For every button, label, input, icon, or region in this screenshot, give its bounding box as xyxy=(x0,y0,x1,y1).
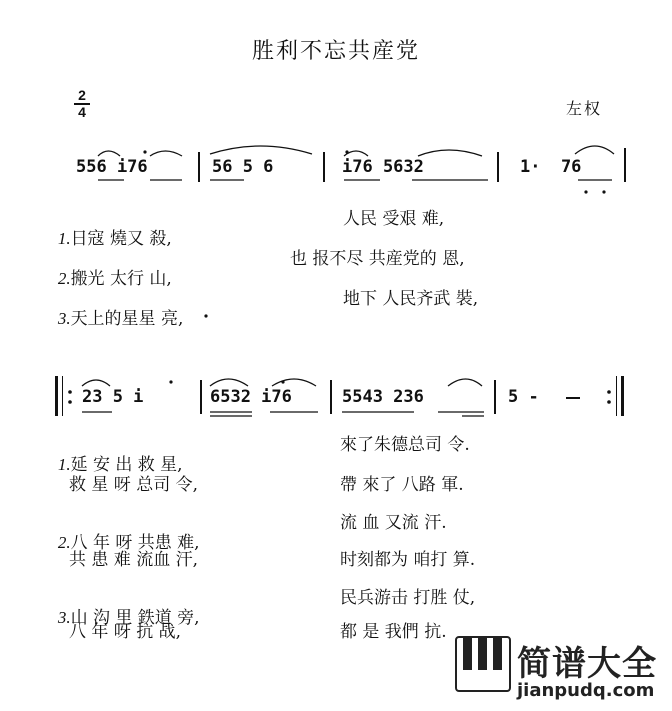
slur xyxy=(82,380,110,386)
slur xyxy=(210,379,248,386)
measure-1: 556 i76 xyxy=(76,157,148,177)
octave-dot xyxy=(281,380,284,383)
slur xyxy=(210,146,312,154)
song-title: 胜利不忘共産党 xyxy=(251,39,420,64)
time-signature-denominator: 4 xyxy=(78,104,86,120)
lyric-segment: 民兵游击 打胜 仗, xyxy=(340,588,476,608)
lyric-segment: 日寇 燒又 殺, xyxy=(70,229,172,249)
lyric-segment: 天上的星星 亮, xyxy=(70,309,184,329)
lyric-line-2: 救 星 呀 总司 令, xyxy=(69,475,199,495)
lyric-segment: 也 报不尽 共産党的 恩, xyxy=(290,249,465,269)
lyric-segment: 流 血 又流 汗. xyxy=(340,513,447,533)
measure-4: 1· 76 xyxy=(520,157,582,177)
repeat-dot xyxy=(68,390,72,394)
lyric-segment: 延 安 出 救 星, xyxy=(70,455,183,475)
octave-dot xyxy=(584,190,587,193)
piano-key xyxy=(493,638,502,670)
lyric-segment: 來了朱德总司 令. xyxy=(340,435,470,455)
slur xyxy=(448,379,482,386)
sustain-dash xyxy=(566,397,580,399)
octave-dot xyxy=(602,190,605,193)
verse-number: 3. xyxy=(57,608,71,627)
piano-key xyxy=(478,638,487,670)
lyric-segment: 人民 受艰 难, xyxy=(343,209,445,229)
piano-icon xyxy=(455,636,511,692)
lyric-segment: 地下 人民齐武 裝, xyxy=(343,289,479,309)
measure-3: i76 5632 xyxy=(342,157,424,177)
verse-number: 3. xyxy=(57,309,71,328)
lyric-line-6: 八 年 呀 抗 战, xyxy=(69,622,182,642)
slur xyxy=(575,146,614,154)
lyric-segment: 山 沟 里 鉄道 旁, xyxy=(70,608,200,628)
verse-number: 1. xyxy=(57,455,71,474)
watermark-brand: 简谱大全 xyxy=(517,644,657,684)
lyric-segment: 时刻都为 咱打 算. xyxy=(340,550,476,570)
measure-7: 5543 236 xyxy=(342,387,424,407)
repeat-dot xyxy=(607,390,611,394)
lyric-segment: 帶 來了 八路 軍. xyxy=(340,475,464,495)
measure-6: 6532 i76 xyxy=(210,387,292,407)
octave-dot xyxy=(143,150,146,153)
lyric-segment: 都 是 我們 抗. xyxy=(340,622,447,642)
time-signature-numerator: 2 xyxy=(74,88,90,105)
repeat-dot xyxy=(607,400,611,404)
verse-number: 2. xyxy=(57,533,71,552)
watermark-url: jianpudq.com xyxy=(517,680,655,701)
measure-8: 5 - xyxy=(508,387,539,407)
slur xyxy=(98,151,120,156)
octave-dot xyxy=(345,150,348,153)
slur xyxy=(272,379,316,386)
piano-key xyxy=(463,638,472,670)
verse-number: 2. xyxy=(57,269,71,288)
measure-5: 23 5 i xyxy=(82,387,144,407)
lyric-line-4: 共 患 难 流血 汗, xyxy=(69,550,199,570)
slur xyxy=(418,150,482,156)
verse-number: 1. xyxy=(57,229,71,248)
watermark-logo xyxy=(455,636,665,708)
composer: 左权 xyxy=(566,99,603,118)
repeat-dot xyxy=(68,400,72,404)
stray-dot xyxy=(204,314,207,317)
slur xyxy=(150,151,182,156)
lyric-segment: 搬光 太行 山, xyxy=(70,269,172,289)
lyric-segment: 八 年 呀 共患 难, xyxy=(70,533,200,553)
measure-2: 56 5 6 xyxy=(212,157,274,177)
octave-dot xyxy=(169,380,172,383)
